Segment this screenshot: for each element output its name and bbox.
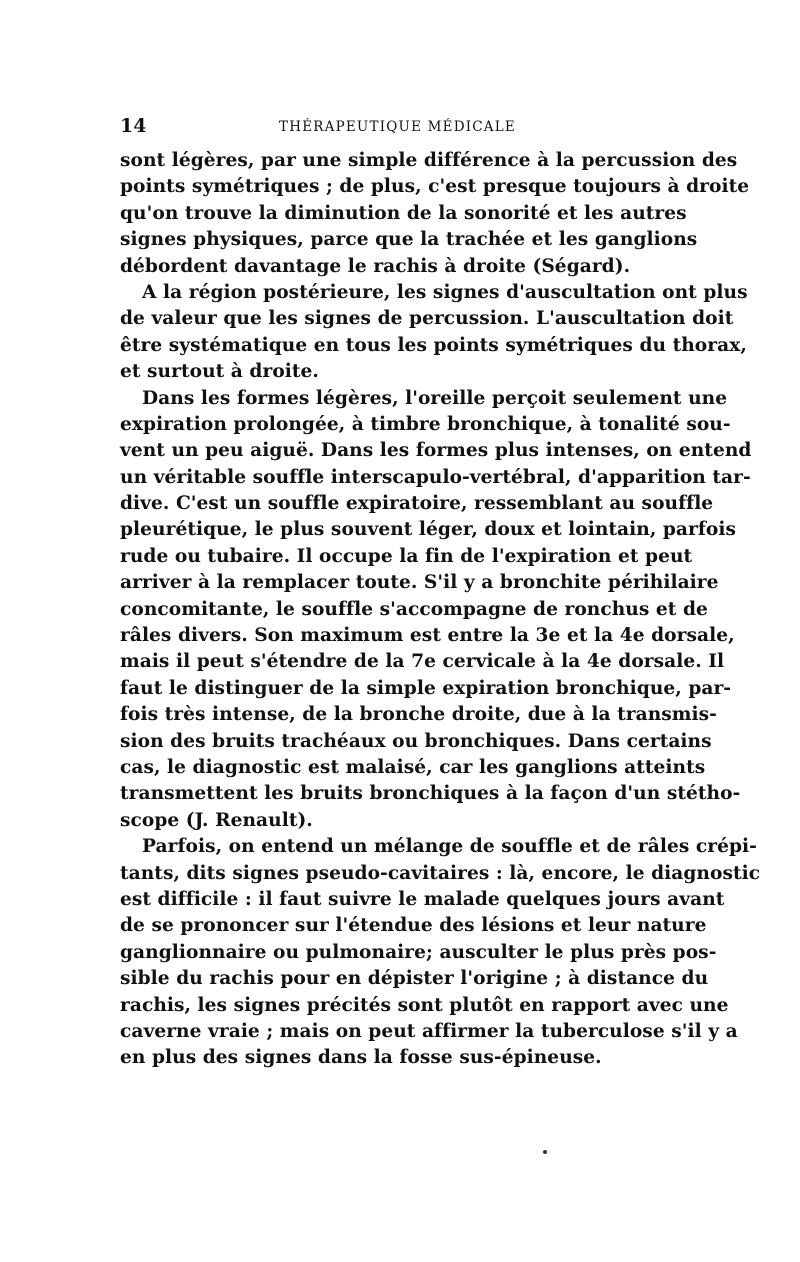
- text-line: un véritable souffle interscapulo-vertébral, d'apparition tar-: [120, 466, 751, 488]
- ink-speck: [543, 1150, 547, 1154]
- text-line: sible du rachis pour en dépister l'origine ; à distance du: [120, 968, 709, 990]
- text-line: A la région postérieure, les signes d'auscultation ont plus: [142, 281, 748, 303]
- text-line: de se prononcer sur l'étendue des lésions et leur nature: [120, 915, 707, 937]
- text-line: et surtout à droite.: [120, 361, 319, 383]
- text-line: points symétriques ; de plus, c'est presque toujours à droite: [120, 176, 750, 198]
- text-line: pleurétique, le plus souvent léger, doux et lointain, parfois: [120, 519, 737, 541]
- text-line: scope (J. Renault).: [120, 809, 313, 831]
- text-line: de valeur que les signes de percussion. L'auscultation doit: [120, 308, 734, 330]
- text-line: en plus des signes dans la fosse sus-épineuse.: [120, 1047, 602, 1069]
- text-line: rachis, les signes précités sont plutôt en rapport avec une: [120, 994, 729, 1016]
- text-line: fois très intense, de la bronche droite, due à la transmis-: [120, 704, 717, 726]
- text-line: transmettent les bruits bronchiques à la façon d'un stétho-: [120, 783, 741, 805]
- text-line: signes physiques, parce que la trachée et les ganglions: [120, 229, 698, 251]
- text-line: mais il peut s'étendre de la 7e cervicale à la 4e dorsale. Il: [120, 651, 725, 673]
- text-line: arriver à la remplacer toute. S'il y a bronchite périhilaire: [120, 572, 719, 594]
- text-line: est difficile : il faut suivre le malade quelques jours avant: [120, 888, 725, 910]
- text-line: Parfois, on entend un mélange de souffle et de râles crépi-: [142, 836, 757, 858]
- text-line: faut le distinguer de la simple expiration bronchique, par-: [120, 677, 732, 699]
- text-line: cas, le diagnostic est malaisé, car les ganglions atteints: [120, 756, 706, 778]
- body-text: [120, 148, 761, 1072]
- text-line: être systématique en tous les points symétriques du thorax,: [120, 334, 747, 356]
- text-line: dive. C'est un souffle expiratoire, ressemblant au souffle: [120, 493, 714, 515]
- text-line: ganglionnaire ou pulmonaire; ausculter le plus près pos-: [120, 941, 717, 963]
- text-line: sont légères, par une simple différence à la percussion des: [120, 150, 738, 171]
- text-line: sion des bruits trachéaux ou bronchiques. Dans certains: [120, 730, 712, 752]
- page-number: 14: [120, 115, 147, 137]
- text-line: expiration prolongée, à timbre bronchique, à tonalité sou-: [120, 413, 731, 435]
- text-line: concomitante, le souffle s'accompagne de ronchus et de: [120, 598, 708, 620]
- text-line: rude ou tubaire. Il occupe la fin de l'expiration et peut: [120, 545, 693, 567]
- page-header: [120, 114, 675, 138]
- running-head: THÉRAPEUTIQUE MÉDICALE: [279, 119, 516, 135]
- text-line: qu'on trouve la diminution de la sonorité et les autres: [120, 202, 687, 224]
- text-line: caverne vraie ; mais on peut affirmer la tuberculose s'il y a: [120, 1020, 738, 1042]
- text-line: débordent davantage le rachis à droite (Ségard).: [120, 255, 631, 277]
- text-line: vent un peu aiguë. Dans les formes plus intenses, on entend: [120, 440, 752, 462]
- text-line: râles divers. Son maximum est entre la 3e et la 4e dorsale,: [120, 625, 735, 647]
- text-line: Dans les formes légères, l'oreille perçoit seulement une: [142, 387, 728, 409]
- text-line: tants, dits signes pseudo-cavitaires : là, encore, le diagnostic: [120, 862, 761, 884]
